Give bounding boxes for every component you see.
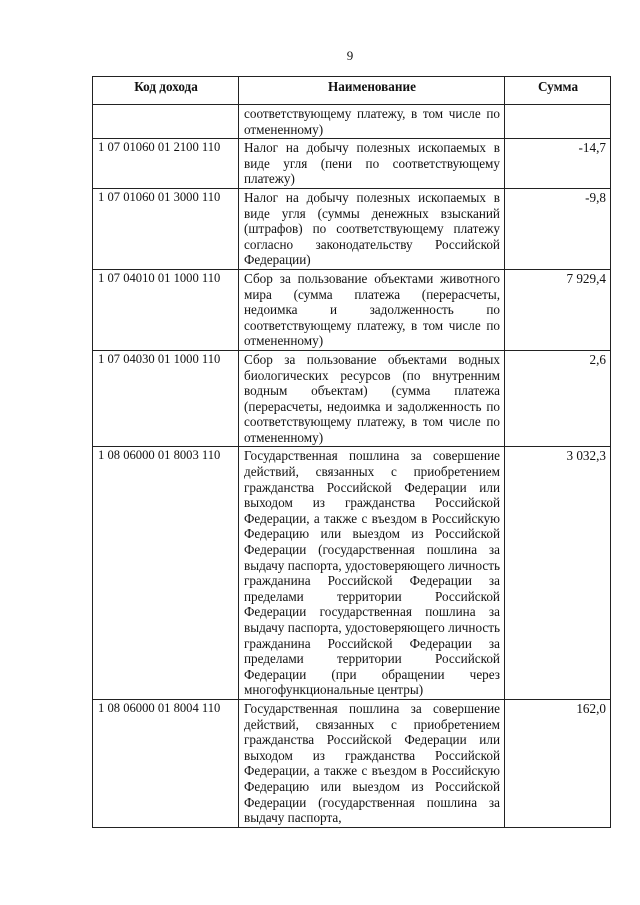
revenue-sum: 2,6 [505,350,611,447]
table-header-row [93,77,611,105]
table-row [93,139,611,189]
revenue-sum: 162,0 [505,699,611,827]
revenue-sum: 3 032,3 [505,447,611,700]
revenue-sum: 7 929,4 [505,269,611,350]
revenue-sum: -9,8 [505,188,611,269]
revenue-code: 1 07 01060 01 2100 110 [93,139,239,189]
revenue-name: соответствующему платежу, в том числе по отмененному) [239,105,505,139]
revenue-name: Налог на добычу полезных ископаемых в виде угля (пени по соответствующему платежу) [239,139,505,189]
revenue-code: 1 08 06000 01 8004 110 [93,699,239,827]
header-name: Наименование [239,77,505,105]
revenue-name: Государственная пошлина за совершение действий, связанных с приобретением гражданства Российской Федерации или выходом из гражданства Российской Федерации, а также с въездом в Российскую Федерацию или выездом из Российской Федерации (государственная пошлина за выдачу паспорта, [239,699,505,827]
revenue-name: Сбор за пользование объектами водных биологических ресурсов (по внутренним водным объектам) (сумма платежа (перерасчеты, недоимка и задолженность по соответствующему платежу, в том числе по отмененному) [239,350,505,447]
table-row [93,188,611,269]
page-number: 9 [346,48,354,63]
revenue-table [92,76,611,828]
revenue-code: 1 07 04030 01 1000 110 [93,350,239,447]
revenue-name: Налог на добычу полезных ископаемых в виде угля (суммы денежных взысканий (штрафов) по соответствующему платежу согласно законодательству Российской Федерации) [239,188,505,269]
revenue-name: Сбор за пользование объектами животного мира (сумма платежа (перерасчеты, недоимка и задолженность по соответствующему платежу, в том числе по отмененному) [239,269,505,350]
header-code: Код дохода [93,77,239,105]
revenue-name: Государственная пошлина за совершение действий, связанных с приобретением гражданства Российской Федерации или выходом из гражданства Российской Федерации, а также с въездом в Российскую Федерацию или выездом из Российской Федерации (государственная пошлина за выдачу паспорта, удостоверяющего личность гражданина Российской Федерации за пределами территории Российской Федерации государственная пошлина за выдачу паспорта, удостоверяющего личность гражданина Российской Федерации за пределами территории Российской Федерации (при обращении через многофункциональные центры) [239,447,505,700]
header-sum: Сумма [505,77,611,105]
revenue-code: 1 07 04010 01 1000 110 [93,269,239,350]
revenue-sum [505,105,611,139]
revenue-code: 1 08 06000 01 8003 110 [93,447,239,700]
revenue-code: 1 07 01060 01 3000 110 [93,188,239,269]
table-row [93,447,611,700]
revenue-sum: -14,7 [505,139,611,189]
table-row [93,105,611,139]
table-row [93,269,611,350]
table-row [93,350,611,447]
table-row [93,699,611,827]
revenue-code [93,105,239,139]
